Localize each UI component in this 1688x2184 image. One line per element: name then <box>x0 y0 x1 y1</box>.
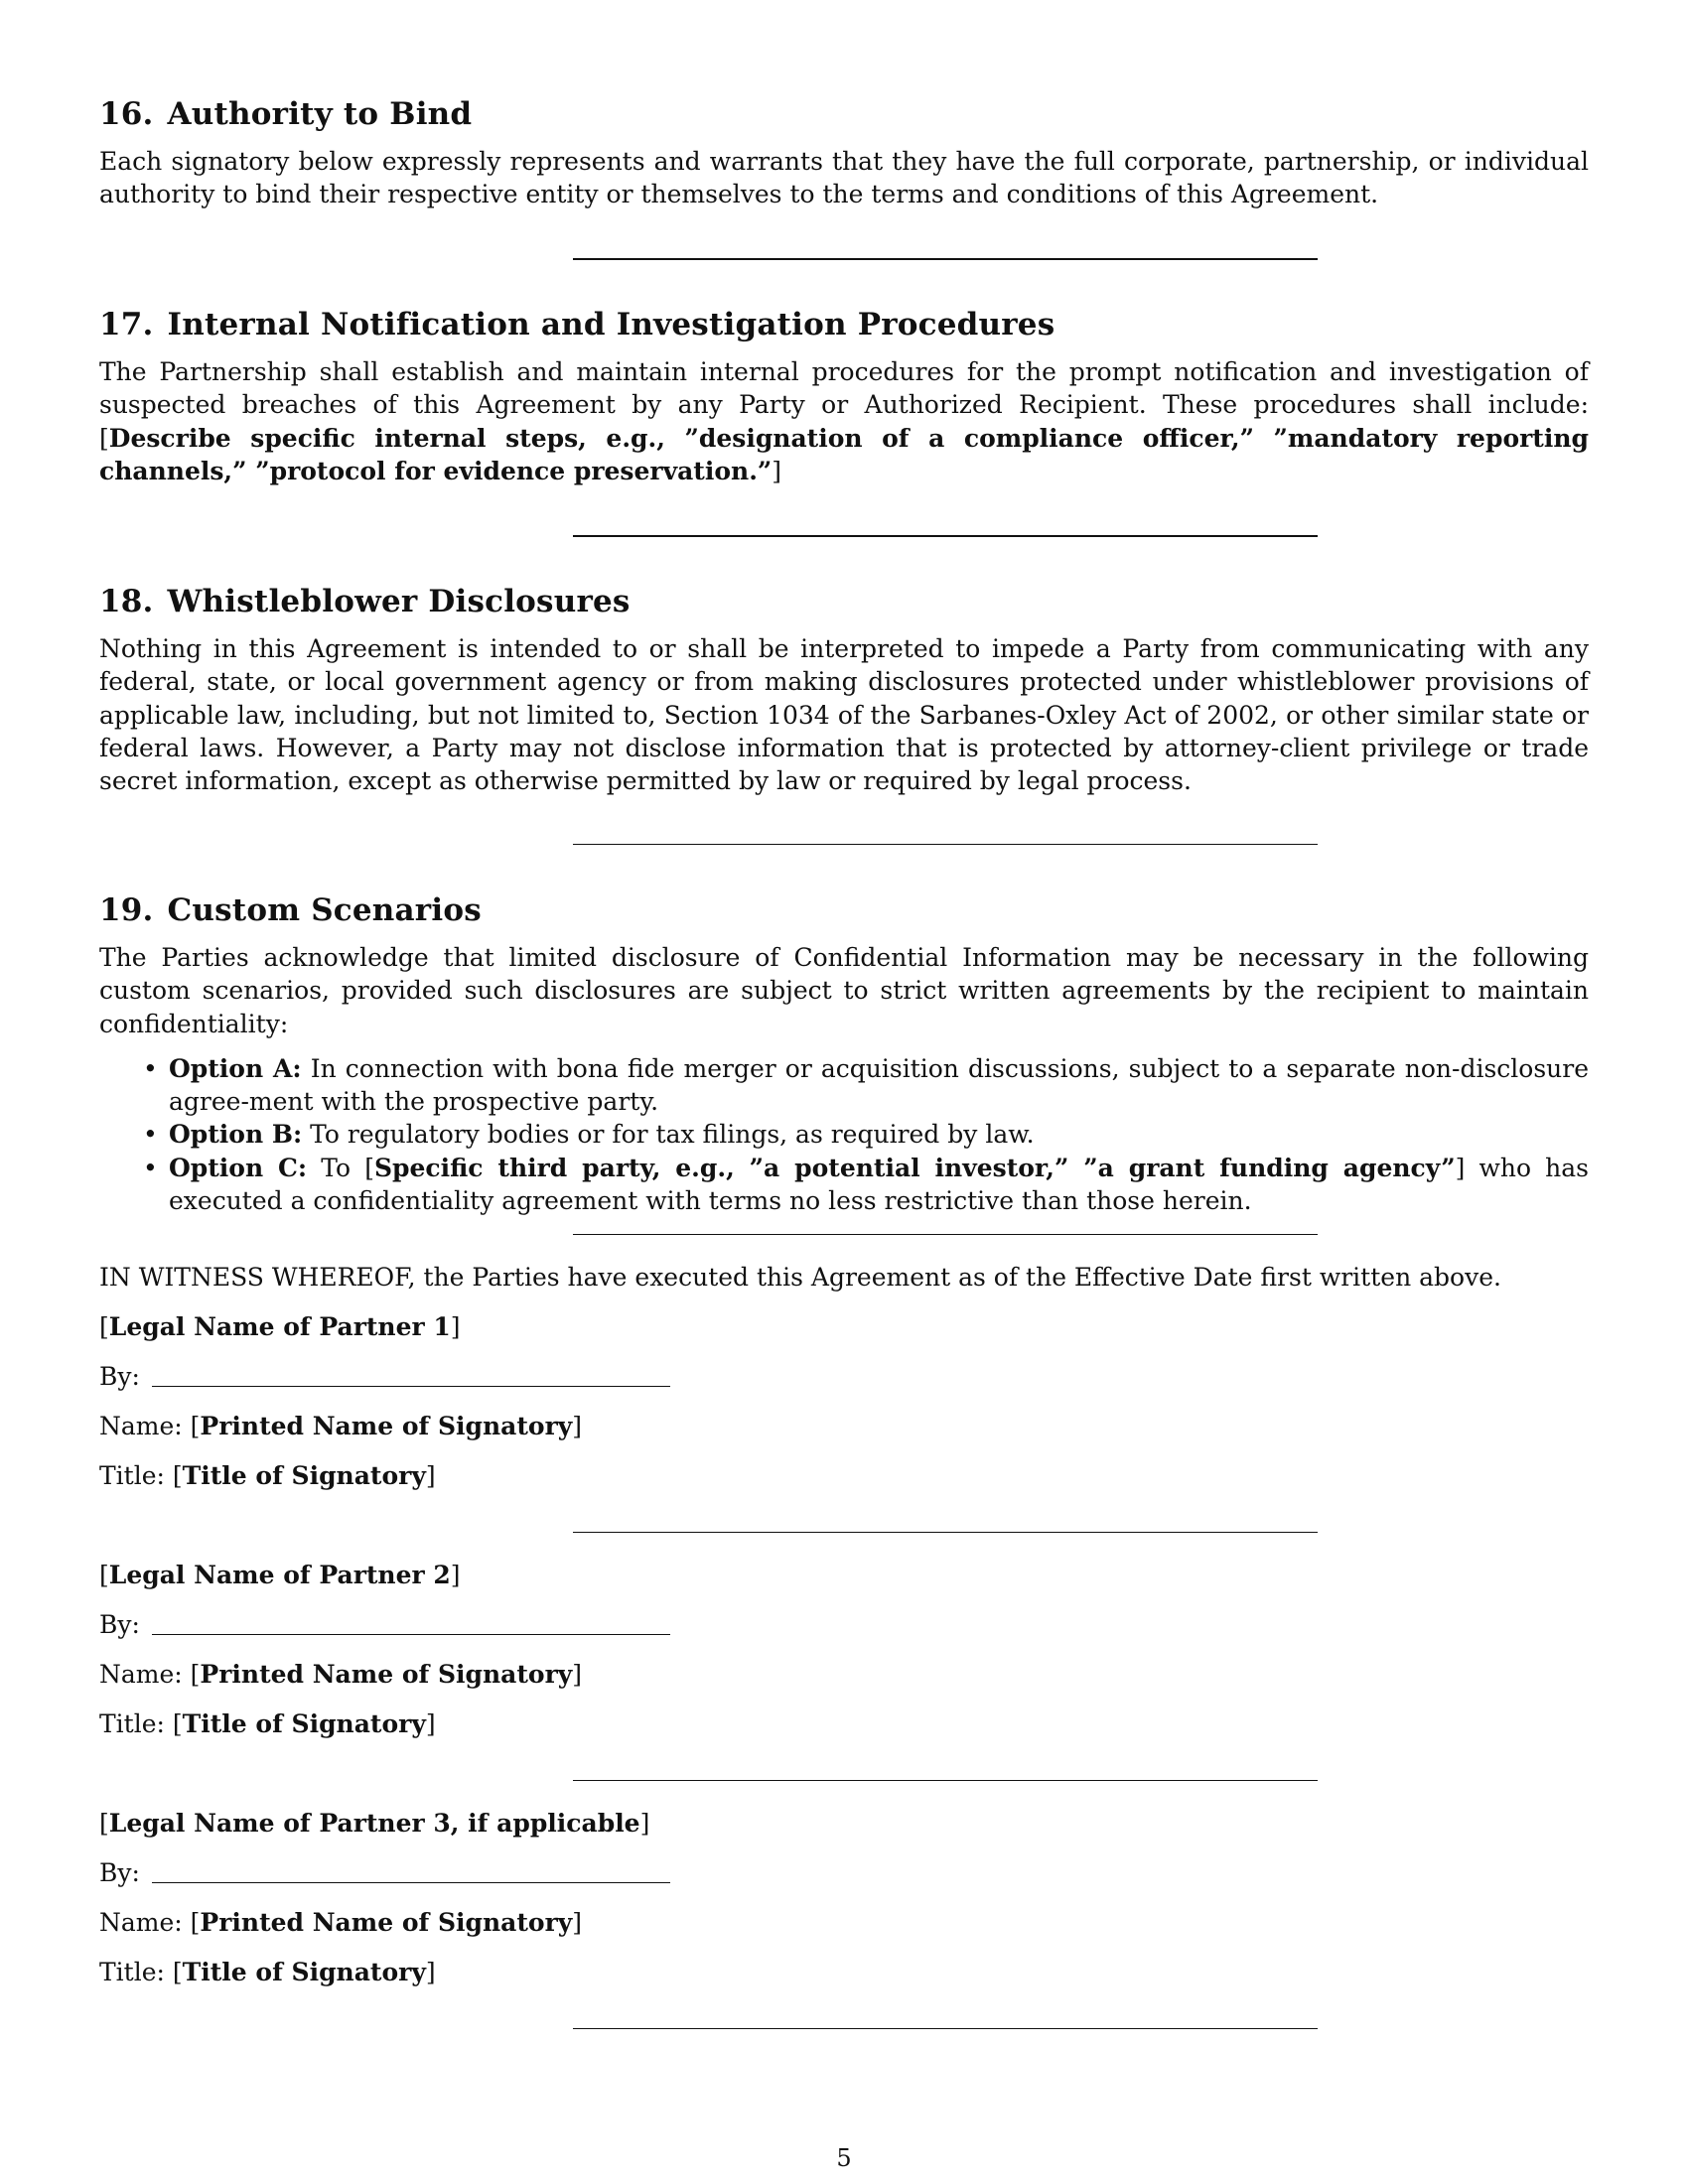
section-19 <box>99 890 1589 1217</box>
signature-block <box>99 1807 1589 1988</box>
signature-field[interactable] <box>152 1634 670 1635</box>
section-heading: 17. Internal Notification and Investigation Procedures <box>99 307 1055 342</box>
section-heading: 19. Custom Scenarios <box>99 892 482 928</box>
section-divider <box>573 258 1318 260</box>
section-16 <box>99 94 1589 211</box>
by-line: By: <box>99 1608 1589 1641</box>
section-body: Each signatory below expressly represents and warrants that they have the full corporate, partnership, or individual authority to bind their respective entity or themselves to the terms and conditions of this Agreement. <box>99 147 1589 209</box>
section-divider <box>573 844 1318 845</box>
section-18 <box>99 582 1589 797</box>
name-line: Name: [Printed Name of Signatory] <box>99 1660 583 1689</box>
section-body: Nothing in this Agreement is intended to or shall be interpreted to impede a Party from communicating with any federal, state, or local government agency or from making disclosures protected under whistleblower provisions of applicable law, including, but not limited to, Section 1034 of the Sarbanes-Oxley Act of 2002, or other similar state or federal laws. However, a Party may not disclose information that is protected by attorney-client privilege or trade secret information, except as otherwise permitted by law or required by legal process. <box>99 634 1589 796</box>
section-heading: 18. Whistleblower Disclosures <box>99 584 631 619</box>
placeholder-text: Describe specific internal steps, e.g., ”designation of a compliance officer,” ”mandatory reporting channels,” ”protocol for evidence preservation.” <box>99 423 1589 485</box>
party-name: [Legal Name of Partner 2] <box>99 1561 461 1589</box>
section-divider <box>573 1780 1318 1781</box>
list-item: • Option C: To [Specific third party, e.g., ”a potential investor,” ”a grant funding agency”] who has executed a confidentiality agreement with terms no less restrictive than those herein. <box>143 1153 1589 1216</box>
page-number: 5 <box>836 2144 852 2172</box>
options-list <box>99 1052 1589 1217</box>
list-item: • Option B: To regulatory bodies or for tax filings, as required by law. <box>143 1120 1035 1150</box>
signature-field[interactable] <box>152 1882 670 1883</box>
by-line: By: <box>99 1360 1589 1393</box>
section-divider <box>573 1532 1318 1533</box>
by-line: By: <box>99 1856 1589 1889</box>
placeholder-text: Specific third party, e.g., ”a potential investor,” ”a grant funding agency” <box>373 1153 1456 1182</box>
title-line: Title: [Title of Signatory] <box>99 1709 436 1738</box>
signature-field[interactable] <box>152 1386 670 1387</box>
party-name: [Legal Name of Partner 3, if applicable] <box>99 1809 650 1838</box>
party-name: [Legal Name of Partner 1] <box>99 1312 461 1341</box>
section-divider <box>573 2028 1318 2029</box>
title-line: Title: [Title of Signatory] <box>99 1461 436 1490</box>
section-body: The Parties acknowledge that limited disclosure of Confidential Information may be necessary in the following custom scenarios, provided such disclosures are subject to strict written agreements by the recipient to maintain confidentiality: <box>99 943 1589 1038</box>
name-line: Name: [Printed Name of Signatory] <box>99 1412 583 1440</box>
signature-block <box>99 1310 1589 1492</box>
section-divider <box>573 535 1318 537</box>
list-item: • Option A: In connection with bona fide merger or acquisition discussions, subject to a separate non-disclosure agree-ment with the prospective party. <box>143 1053 1589 1117</box>
signature-block <box>99 1559 1589 1740</box>
witness-statement: IN WITNESS WHEREOF, the Parties have executed this Agreement as of the Effective Date first written above. <box>99 1263 1501 1292</box>
name-line: Name: [Printed Name of Signatory] <box>99 1908 583 1937</box>
section-17 <box>99 305 1589 487</box>
section-divider <box>573 1234 1318 1235</box>
title-line: Title: [Title of Signatory] <box>99 1958 436 1986</box>
section-heading: 16. Authority to Bind <box>99 96 473 132</box>
section-body: The Partnership shall establish and maintain internal procedures for the prompt notification and investigation of suspected breaches of this Agreement by any Party or Authorized Recipient. These procedures shall include: [Describe specific internal steps, e.g., ”designation of a compliance officer,” ”mandatory reporting channels,” ”protocol for evidence preservation.”] <box>99 357 1589 485</box>
